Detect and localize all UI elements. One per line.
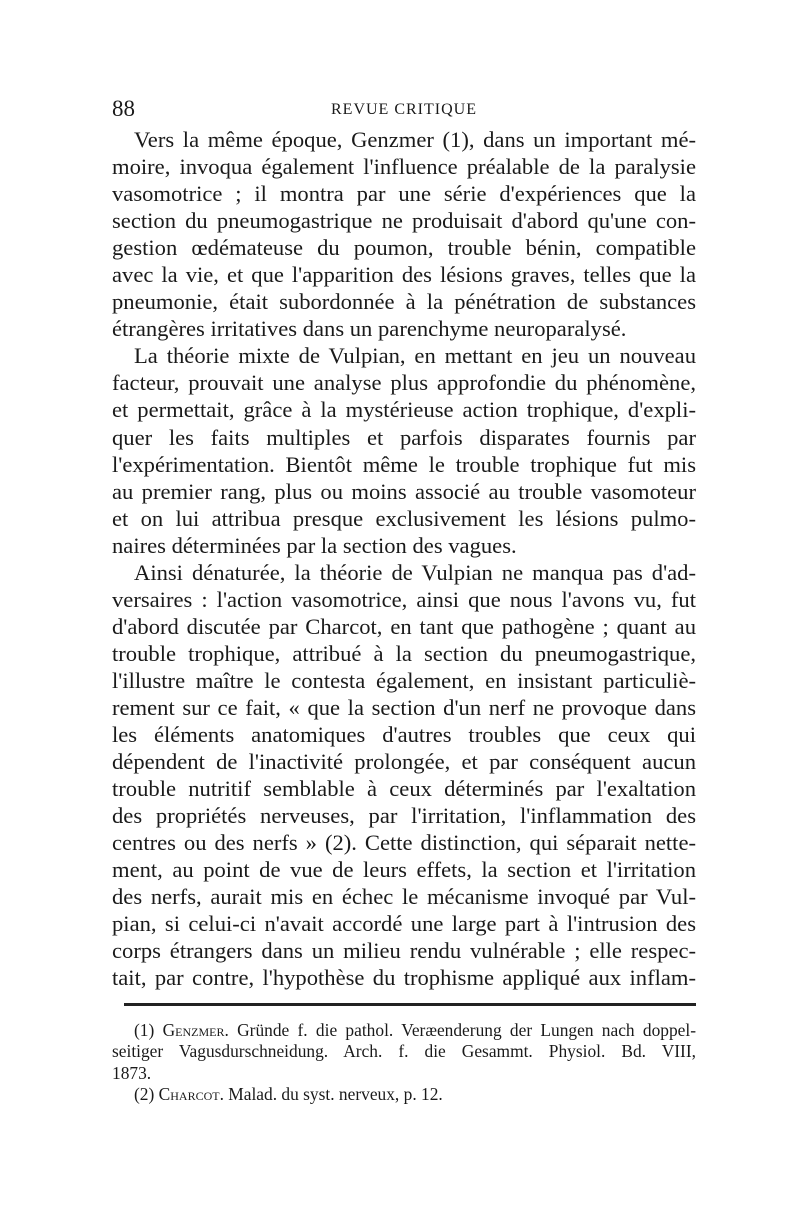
footnote-2-line — [112, 1084, 696, 1105]
text-line: d'abord discutée par Charcot, en tant que pathogène ; quant au — [112, 613, 696, 639]
text-line: vasomotrice ; il montra par une série d'expériences que la — [112, 181, 696, 207]
text-line: naires déterminées par la section des vagues. — [112, 532, 517, 558]
text-line: et permettait, grâce à la mystérieuse action trophique, d'expli- — [112, 397, 696, 423]
text-line: dépendent de l'inactivité prolongée, et par conséquent aucun — [112, 749, 696, 775]
text-line: avec la vie, et que l'apparition des lésions graves, telles que la — [112, 262, 696, 288]
text-line: étrangères irritatives dans un parenchyme neuroparalysé. — [112, 316, 627, 342]
text-line: Vers la même époque, Genzmer (1), dans un important mé- — [134, 127, 696, 152]
footnote-divider — [124, 1003, 696, 1006]
text-line: versaires : l'action vasomotrice, ainsi que nous l'avons vu, fut — [112, 586, 696, 612]
text-line: Ainsi dénaturée, la théorie de Vulpian ne manqua pas d'ad- — [134, 559, 696, 585]
text-line: les éléments anatomiques d'autres troubles que ceux qui — [112, 722, 696, 748]
footnote-1-line — [112, 1020, 696, 1041]
text-line: trouble nutritif semblable à ceux déterminés par l'exaltation — [112, 776, 696, 802]
footnotes — [112, 1020, 696, 1105]
text-line: et on lui attribua presque exclusivement les lésions pulmo- — [112, 505, 696, 531]
text-line: des propriétés nerveuses, par l'irritation, l'inflammation des — [112, 803, 696, 829]
text-line: des nerfs, aurait mis en échec le mécanisme invoqué par Vul- — [112, 884, 696, 910]
body-text — [112, 126, 696, 992]
text-line: pneumonie, était subordonnée à la pénétration de substances — [112, 289, 696, 315]
text-line: pian, si celui-ci n'avait accordé une large part à l'intrusion des — [112, 911, 696, 937]
page-number: 88 — [112, 96, 135, 121]
text-line: au premier rang, plus ou moins associé au trouble vasomoteur — [112, 478, 696, 504]
running-title: REVUE CRITIQUE — [331, 101, 477, 118]
footnote-1-text: Gründe f. die pathol. Veræenderung der Lungen nach doppel- — [237, 1020, 696, 1040]
footnote-1-line: 1873. — [112, 1062, 152, 1083]
footnote-1-line: seitiger Vagusdurschneidung. Arch. f. die Gesammt. Physiol. Bd. VIII, — [112, 1041, 696, 1062]
text-line: l'expérimentation. Bientôt même le trouble trophique fut mis — [112, 451, 696, 477]
footnote-2-text: Malad. du syst. nerveux, p. 12. — [228, 1083, 443, 1104]
text-line: facteur, prouvait une analyse plus approfondie du phénomène, — [112, 370, 696, 396]
text-line: l'illustre maître le contesta également, en insistant particuliè- — [112, 667, 696, 693]
text-line: ment, au point de vue de leurs effets, la section et l'irritation — [112, 857, 696, 883]
text-line: section du pneumogastrique ne produisait d'abord qu'une con- — [112, 208, 696, 234]
text-line: quer les faits multiples et parfois disparates fournis par — [112, 424, 696, 450]
footnote-2-author: Charcot. — [158, 1083, 224, 1104]
footnote-1-marker: (1) — [134, 1020, 155, 1040]
text-line: gestion œdémateuse du poumon, trouble bénin, compatible — [112, 235, 696, 261]
text-line: La théorie mixte de Vulpian, en mettant en jeu un nouveau — [134, 343, 696, 369]
text-line: moire, invoqua également l'influence préalable de la paralysie — [112, 154, 696, 180]
footnote-2-marker: (2) — [134, 1083, 155, 1104]
text-line: corps étrangers dans un milieu rendu vulnérable ; elle respec- — [112, 938, 696, 964]
footnote-1-author: Genzmer. — [162, 1020, 229, 1040]
text-line: centres ou des nerfs » (2). Cette distinction, qui séparait nette- — [112, 830, 696, 856]
text-line: rement sur ce fait, « que la section d'un nerf ne provoque dans — [112, 694, 696, 720]
text-line: tait, par contre, l'hypothèse du trophisme appliqué aux inflam- — [112, 965, 696, 991]
text-line: trouble trophique, attribué à la section du pneumogastrique, — [112, 640, 696, 666]
page-header — [112, 96, 696, 126]
